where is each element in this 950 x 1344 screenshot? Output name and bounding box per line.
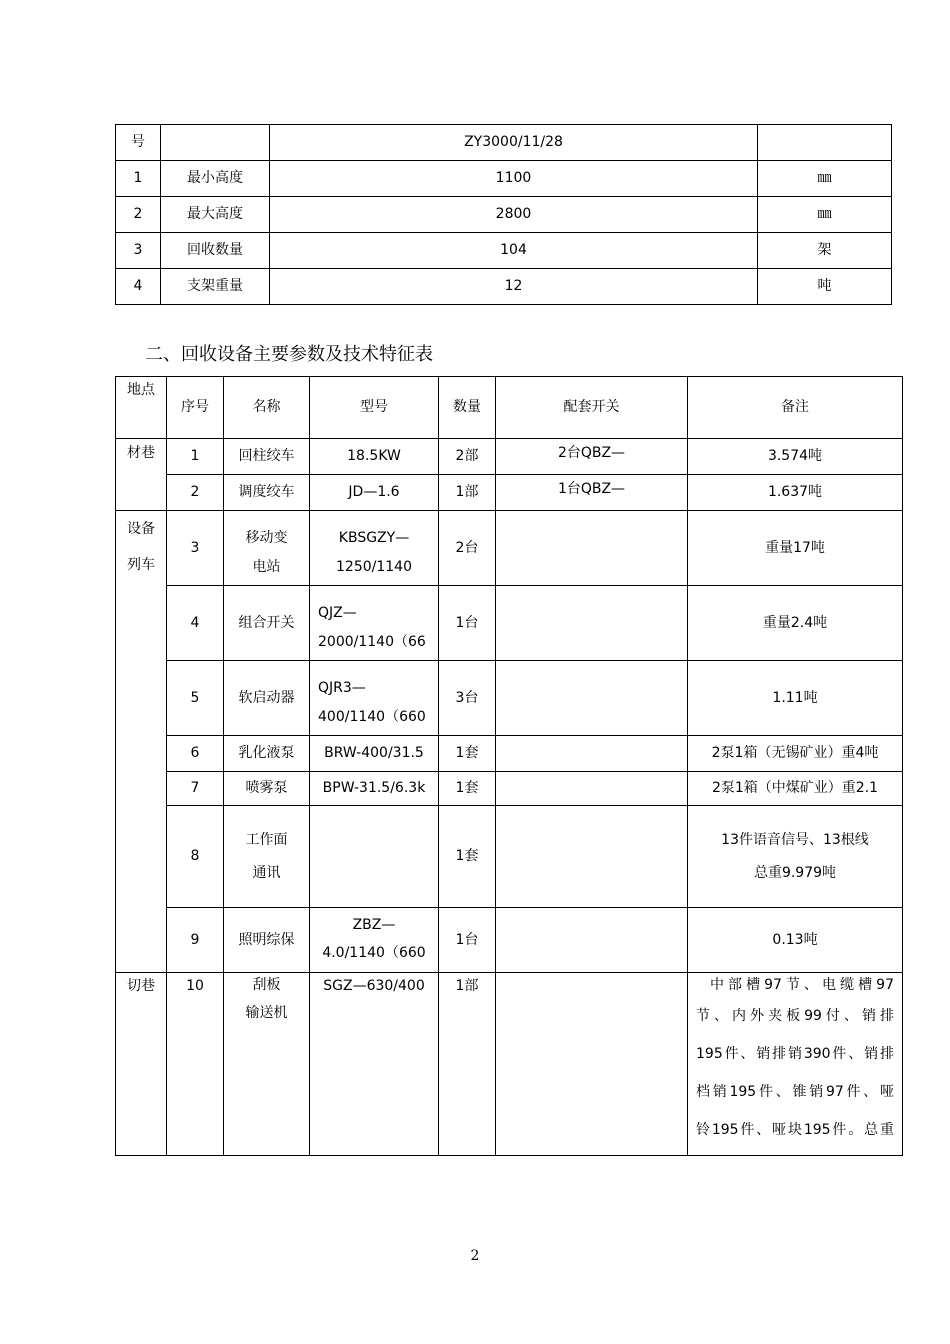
table-cell: 8 — [167, 806, 224, 908]
table-cell — [224, 511, 310, 586]
header-no: 序号 — [167, 377, 224, 439]
table-cell: 吨 — [758, 269, 892, 305]
table-row — [116, 475, 903, 511]
cell-line: 电站 — [252, 559, 281, 575]
table-cell: 1部 — [439, 973, 496, 1156]
table-cell: 回柱绞车 — [224, 439, 310, 475]
table-cell: 1.637吨 — [688, 475, 903, 511]
table-cell: 3.574吨 — [688, 439, 903, 475]
table-cell: JD—1.6 — [310, 475, 439, 511]
cell-line: QJR3— — [318, 680, 366, 696]
table-cell: 5 — [167, 661, 224, 736]
table-cell — [310, 511, 439, 586]
cell-line: 节、内外夹板99付、销排 — [696, 1008, 894, 1024]
table-row — [116, 736, 903, 772]
table-cell: 号 — [116, 125, 161, 161]
table-cell: ㎜ — [758, 161, 892, 197]
table-cell — [496, 661, 688, 736]
table-row — [116, 233, 892, 269]
cell-line: 2000/1140（66 — [318, 634, 426, 650]
header-qty: 数量 — [439, 377, 496, 439]
page-number: 2 — [470, 1248, 480, 1264]
table-cell — [688, 973, 903, 1156]
table-cell: 2台QBZ— — [496, 439, 688, 475]
table-cell: 9 — [167, 908, 224, 973]
table-cell: 4 — [167, 586, 224, 661]
table-cell: 1台 — [439, 586, 496, 661]
table-cell: 1台 — [439, 908, 496, 973]
header-switch: 配套开关 — [496, 377, 688, 439]
header-model: 型号 — [310, 377, 439, 439]
table-row — [116, 586, 903, 661]
table-cell: 1台QBZ— — [496, 475, 688, 511]
table-cell: 6 — [167, 736, 224, 772]
table-cell: SGZ—630/400 — [310, 973, 439, 1156]
table-cell: 0.13吨 — [688, 908, 903, 973]
support-parameter-table — [115, 124, 892, 305]
table-cell: 照明综保 — [224, 908, 310, 973]
table-cell: 2部 — [439, 439, 496, 475]
table-cell — [496, 586, 688, 661]
cell-line: 总重9.979吨 — [753, 864, 837, 881]
table-row — [116, 661, 903, 736]
header-remark: 备注 — [688, 377, 903, 439]
cell-line: 195件、销排销390件、销排 — [696, 1046, 894, 1062]
table-cell — [496, 511, 688, 586]
cell-line: 中部槽97节、电缆槽97 — [710, 977, 894, 993]
location-cell — [116, 511, 167, 973]
section-title: 二、回收设备主要参数及技术特征表 — [145, 344, 433, 365]
cell-line: 铃195件、哑块195件。总重 — [696, 1122, 894, 1138]
table-cell — [496, 908, 688, 973]
cell-line: QJZ— — [318, 605, 357, 621]
table-cell: 18.5KW — [310, 439, 439, 475]
table-cell: 喷雾泵 — [224, 772, 310, 806]
table-cell: 2泵1箱（中煤矿业）重2.1 — [688, 772, 903, 806]
table-cell — [161, 125, 270, 161]
cell-line: 1250/1140 — [336, 559, 412, 575]
table-cell: 1套 — [439, 736, 496, 772]
location-line: 列车 — [127, 557, 155, 573]
table-cell: 4 — [116, 269, 161, 305]
table-cell — [310, 806, 439, 908]
cell-line: 输送机 — [245, 1005, 288, 1021]
table-cell: ZY3000/11/28 — [270, 125, 758, 161]
table-cell: 3 — [116, 233, 161, 269]
table-cell: 1套 — [439, 772, 496, 806]
table-cell: 1部 — [439, 475, 496, 511]
table-row — [116, 772, 903, 806]
table-cell: 1100 — [270, 161, 758, 197]
cell-line: 刮板 — [252, 977, 281, 993]
table-row — [116, 973, 903, 1156]
table-row — [116, 511, 903, 586]
table-cell: 乳化液泵 — [224, 736, 310, 772]
table-cell: 1套 — [439, 806, 496, 908]
table-cell — [310, 908, 439, 973]
table-cell — [496, 973, 688, 1156]
table-cell: 10 — [167, 973, 224, 1156]
table-cell: 12 — [270, 269, 758, 305]
table-row — [116, 197, 892, 233]
location-cell: 切巷 — [116, 973, 167, 1156]
cell-line: 4.0/1140（660 — [322, 945, 426, 961]
cell-line: KBSGZY— — [338, 530, 410, 546]
table-cell: 1.11吨 — [688, 661, 903, 736]
table-cell: 3台 — [439, 661, 496, 736]
table-cell: 1 — [167, 439, 224, 475]
table-cell — [688, 806, 903, 908]
table-cell: BPW-31.5/6.3k — [310, 772, 439, 806]
table-cell: 1 — [116, 161, 161, 197]
table-row — [116, 439, 903, 475]
table-cell — [310, 586, 439, 661]
table-row — [116, 125, 892, 161]
table-cell: 重量2.4吨 — [688, 586, 903, 661]
table-cell — [224, 973, 310, 1156]
table-cell: 104 — [270, 233, 758, 269]
table-header-row — [116, 377, 903, 439]
cell-line: 400/1140（660 — [318, 709, 426, 725]
table-cell — [496, 736, 688, 772]
table-cell: 软启动器 — [224, 661, 310, 736]
table-cell: 重量17吨 — [688, 511, 903, 586]
table-cell — [224, 806, 310, 908]
table-cell — [496, 806, 688, 908]
table-row — [116, 806, 903, 908]
table-cell: 架 — [758, 233, 892, 269]
table-cell: 7 — [167, 772, 224, 806]
table-cell: 最大高度 — [161, 197, 270, 233]
table-row — [116, 908, 903, 973]
table-cell: BRW-400/31.5 — [310, 736, 439, 772]
equipment-table — [115, 376, 903, 1156]
location-cell: 材巷 — [116, 439, 167, 511]
table-cell: 2 — [116, 197, 161, 233]
table-cell: 回收数量 — [161, 233, 270, 269]
table-cell: 2台 — [439, 511, 496, 586]
cell-line: 移动变 — [245, 530, 288, 546]
table-cell — [758, 125, 892, 161]
table-row — [116, 161, 892, 197]
cell-line: ZBZ— — [352, 917, 396, 933]
table-cell: 组合开关 — [224, 586, 310, 661]
header-location: 地点 — [116, 377, 167, 439]
table-cell: 3 — [167, 511, 224, 586]
cell-line: 工作面 — [245, 831, 288, 848]
table-cell: 调度绞车 — [224, 475, 310, 511]
table-cell: 2800 — [270, 197, 758, 233]
table-cell: 2 — [167, 475, 224, 511]
table-cell — [496, 772, 688, 806]
table-cell — [310, 661, 439, 736]
cell-line: 档销195件、锥销97件、哑 — [696, 1084, 894, 1100]
table-cell: 支架重量 — [161, 269, 270, 305]
header-name: 名称 — [224, 377, 310, 439]
cell-line: 13件语音信号、13根线 — [721, 831, 869, 848]
cell-line: 通讯 — [252, 864, 281, 881]
table-cell: 2泵1箱（无锡矿业）重4吨 — [688, 736, 903, 772]
table-cell: 最小高度 — [161, 161, 270, 197]
table-row — [116, 269, 892, 305]
table-cell: ㎜ — [758, 197, 892, 233]
location-line: 设备 — [127, 521, 155, 537]
